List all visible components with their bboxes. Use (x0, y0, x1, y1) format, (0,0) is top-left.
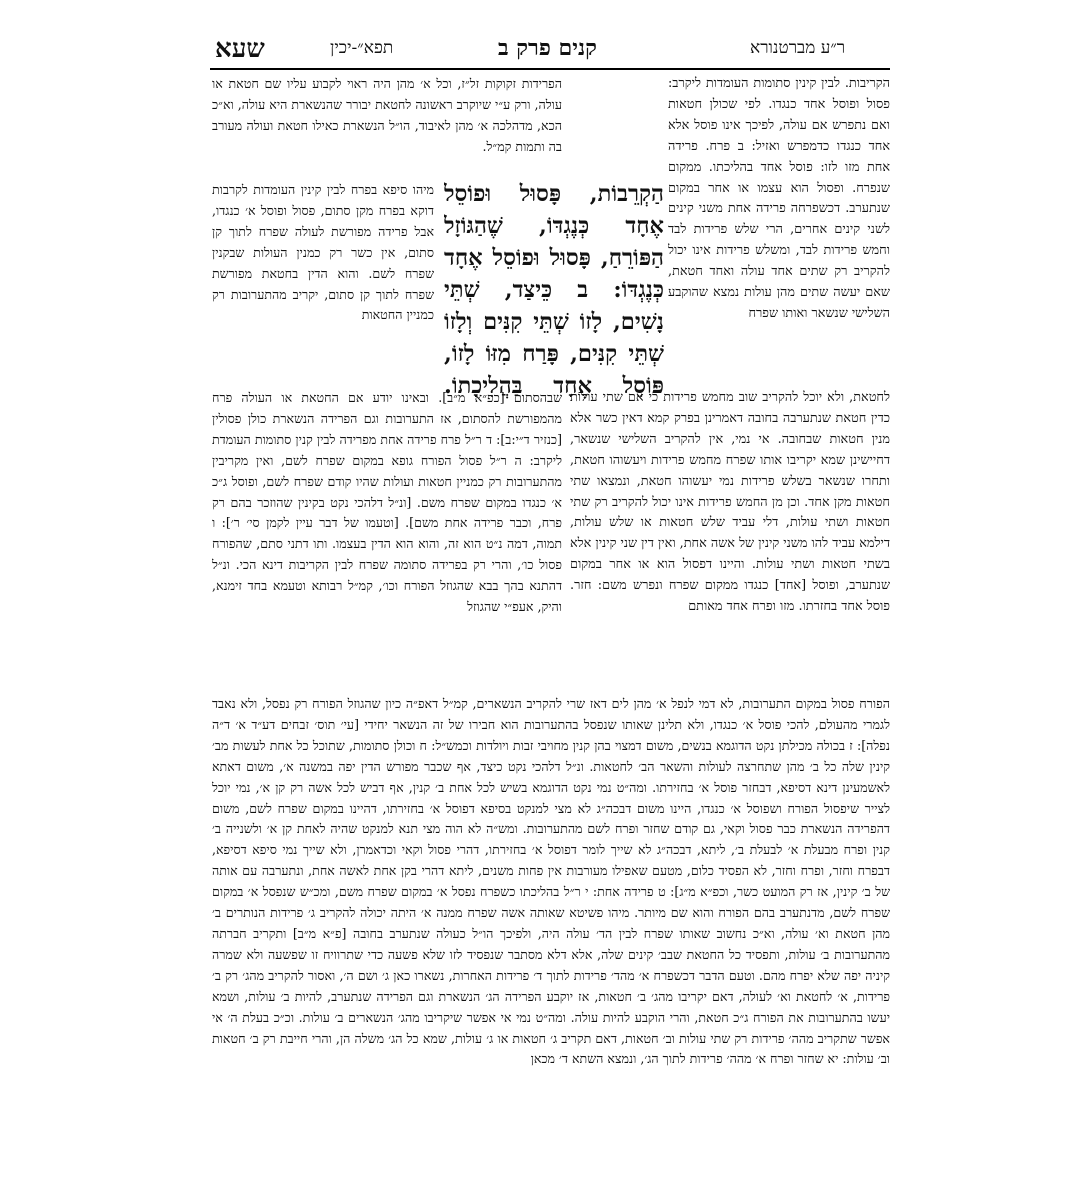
bartenura-commentary-top (668, 74, 890, 386)
tiferet-commentary-column (212, 180, 434, 386)
page-number: שעא (215, 34, 265, 64)
tiferet-commentary-full-width (212, 694, 890, 1172)
bartenura-commentary-bottom (570, 388, 890, 688)
tiferet-middle-text: שבהסתום [כפ״א מ״ב]. ובאינו יודע אם החטאת או העולה פרח מהמפורשת להסתום, אז התערובות וגם הפרידה הנשארת כולן פסולין [כנזיר ד״י:ב]: ד ר״ל פרח פרידה אחת מפרידה לבין קנין סתומות העומדת ליקרב: ה ר״ל פסול הפורח גופא במקום שפרח לשם, ואין מקריבין מהתערובות רק כמניין חטאות ועולות שהיו קודם שפרח לשם, ופוסל ג״כ א׳ כנגדו במקום שפרח משם. [ונ״ל דלהכי נקט בקינין שהוזכר בהם רק פרח, וכבר פרידה אחת משם]. [וטעמו של דבר עיין לקמן סי׳ ר׳]: ו תמוה, דמה נ״ט הוא זה, והוא הוא הדין בעצמו. ותו דתני סתם, שהפורח פסול כו׳, והרי רק בפרידה סתומה שפרח לבין הקריבות דינא הכי. ונ״ל דהתנא בהך בבא שהגוזל הפורח וכו׳, קמ״ל רבותא וטעמא בחד זימנא, והיק, אעפ״י שהגוזל (212, 390, 562, 615)
tiferet-top-text: הפרידות זקוקות זל״ז, וכל א׳ מהן היה ראוי לקבוע עליו שם חטאת או עולה, ורק ע״י שיוקרב ראשונה לחטאת יבורר שהנשארת היא עולה, וא״כ הכא, מדהלכה א׳ מהן לאיבוד, הו״ל הנשארת כאילו חטאת ועולה מעורב בה ותמות קמ״ל. (212, 76, 562, 154)
tiferet-commentary-middle (212, 388, 562, 688)
header-chapter-title: קנים פרק ב (498, 35, 597, 61)
bartenura-top-text: הקריבות. לבין קינין סתומות העומדות ליקרב: פסול ופוסל אחד כנגדו. לפי שכולן חטאות ואם נתפרש אם עולה, לפיכך אינו פוסל אלא אחד כנגדו כדמפרש ואזיל: ב פרח. פרידה אחת מזו לזו: פוסל אחד בהליכתו. ממקום שנפרח. ופסול הוא עצמו או אחר במקום שנתערב. דכשפרחה פרידה אחת משני קינים לשני קינים אחרים, הרי שלש פרידות לבד וחמש פרידות לבד, ומשלש פרידות אינו יכול להקריב רק שתים אחד עולה ואחד חטאת, שאם יעשה שתים מהן עולות נמצא שהוקבע השלישי שנשאר ואותו שפרח (668, 76, 890, 321)
mishna-text: הַקְרֵבוֹת, פָּסוּל וּפוֹסֵל אֶחָד כְּנֶגְדּוֹ, שֶׁהַגּוֹזָל הַפּוֹרֵחַ, פָּסוּל וּפוֹסֵל אֶחָד כְּנֶגְדּוֹ: ב כֵּיצַד, שְׁתֵּי נָשִׁים, לָזוֹ שְׁתֵּי קִנִּים וְלָזוֹ שְׁתֵּי קִנִּים, פָּרַח מִזּוֹ לָזוֹ, פּוֹסֵל אֶחָד בַּהֲלִיכָתוֹ. (444, 181, 664, 399)
bartenura-bottom-text: לחטאת, ולא יוכל להקריב שוב מחמש פרידות כי אם שתי עולות כדין חטאת שנתערבה בחובה דאמרינן בפרק קמא דאין כשר אלא מנין חטאות שבחובה. אי נמי, אין להקריב השלישי שנשאר, דחיישינן שמא יקריבו אותו שפרח מחמש פרידות ויעשוהו חטאת, ותחרו שנשאר בשלש פרידות נמי יעשוהו חטאת, ונמצאו שתי חטאות מקן אחד. וכן מן החמש פרידות אינו יכול להקריב רק שתי חטאות ושתי עולות, דלי עביד שלש חטאות או שלש עולות, דילמא עביד להו משני קינין של אשה אחת, ואין דין שני קינין אלא בשתי חטאות ושתי עולות. והיינו דפסול הוא או אחר במקום שנתערב, ופוסל [אחד] כנגדו ממקום שפרח ונפרש משם: חזר. פוסל אחד בחזרתו. מזו ופרח אחד מאותם (570, 390, 890, 615)
tiferet-column-text: מיהו סיפא בפרח לבין קינין העומדות לקרבות דוקא בפרח מקן סתום, פסול ופוסל א׳ כנגדו, אבל פרידה מפורשת לעולה שפרח לתוך קן סתום, אין כשר רק כמנין העולות שבקנין שפרח לשם. והוא הדין בחטאת מפורשת שפרח לתוך קן סתום, יקריב מהתערובות רק כמניין החטאות (212, 182, 434, 323)
header-commentary-label: ר״ע מברטנורא (750, 38, 846, 58)
header-rule (210, 68, 890, 70)
mishna-text-block (444, 178, 664, 406)
header-commentary-label-left: תפא״-יכין (330, 38, 394, 58)
tiferet-commentary-top (212, 74, 562, 178)
tiferet-full-text: הפורח פסול במקום התערובות, לא דמי לנפל א׳ מהן לים דאז שרי להקריב הנשארים, קמ״ל דאפ״ה כיון שהגוזל הפורח רק נפסל, ולא נאבד לגמרי מהעולם, להכי פוסל א׳ כנגדו, ולא תלינן שאותו שנפסל בהתערובות הוא חבירו של זה הנשאר יחידי [עי׳ תוס׳ זבחים דע״ד א׳ ד״ה נפלה]: ז בכולה מכילתן נקט הדוגמא בנשים, משום דמצוי בהן קנין מחויבי זבות ויולדות וכמש״ל: ח וכולן סתומות, שתוכל כל אחת לעשות מב׳ קינין שלה כל ב׳ מהן שתחרצה לעולות והשאר הב׳ לחטאות. ונ״ל דלהכי נקט כיצד, אף שכבר מפורש הדין יפה במשנה א׳, משום דאתא לאשמעינן דינא דסיפא, דבחזר פוסל א׳ בחזירתו. ומה״ט נמי נקט הדוגמא בשיש לכל אחת ב׳ קנין, אף דביש לכל אשה רק קן א׳, נמי יוכל לצייר שיפסול הפורח ושפוסל א׳ כנגדו, היינו משום דבכה״ג לא מצי למנקט בסיפא דפוסל א׳ בחזירתו, דהיינו במקום שפרח לשם, משום דהפרידה הנשארת כבר פסול וקאי, גם קודם שחזר ופרח לשם מהתערובות. ומש״ה לא הוה מצי תנא למנקט שהיה לאחת קן א׳ ולשנייה ב׳ קנין ופרח מבעלת א׳ לבעלת ב׳, ליתא, דבכה״ג לא שייך לומר דפוסל א׳ בחזירתו, דהרי פסול וקאי וכדאמרן, ולא שייך נמי סיפא דסיפא, דבפרח וחזר, ופרח וחזר, לא הפסיד כלום, מטעם שאפילו מעורבות אין פחות משנים, ליתא דהרי בקן אחת לאשה אחת, ונתערבה עם אותה של ב׳ קינין, אז רק המועט כשר, וכפ״א מ״ג]: ט פרידה אחת: י ר״ל בהליכתו כשפרח נפסל א׳ במקום שפרח משם, ומכ״ש שנפסל א׳ במקום שפרח לשם, מדנתערב בהם הפורח והוא שם מיותר. מיהו פשיטא שאותה אשה שפרח ממנה א׳ היתה יכולה להקריב ג׳ פרידות הנותרים ב׳ מהן חטאת וא׳ עולה, וא״כ נחשוב שאותו שפרח לבין הד׳ עולה היה, ולפיכך הו״ל כעולה שנתערב בחובה [פ״א מ״ב] ותקריב חברתה מהתערובות ב׳ עולות, ותפסיד כל החטאת שבב׳ קינים שלה, אלא דלא מסתבר שנפסיד לזו שלא פשעה כדי שתרוויח זו שפשעה ולא שמרה קיניה יפה שלא יפרח מהם. וטעם הדבר דכשפרח א׳ מהד׳ פרידות לתוך ד׳ פרידות האחרות, נשארו כאן ג׳ ושם ה׳, ואסור להקריב מהג׳ רק ב׳ פרידות, א׳ לחטאת וא׳ לעולה, דאם יקריבו מהג׳ ב׳ חטאות, אז יוקבע הפרידה הג׳ הנשארת וגם הפרידה שנתערב, להיות ב׳ עולות, ושמא יעשו בהתערובות את הפורח ג״כ חטאת, והרי הוקבע להיות עולה. ומה״ט נמי אי אפשר שיקריבו מהג׳ הנשארים ב׳ עולות. וכ״כ בעלת ה׳ אי אפשר שתקריב מהה׳ פרידות רק שתי עולות וב׳ חטאות, דאם תקריב ג׳ חטאות או ג׳ עולות, שמא כל הג׳ משלה הן, והרי חייבת רק ב׳ חטאות וב׳ עולות: יא שחזר ופרח א׳ מהה׳ פרידות לתוך הג׳, ונמצא השתא ד׳ מכאן (212, 696, 890, 1067)
